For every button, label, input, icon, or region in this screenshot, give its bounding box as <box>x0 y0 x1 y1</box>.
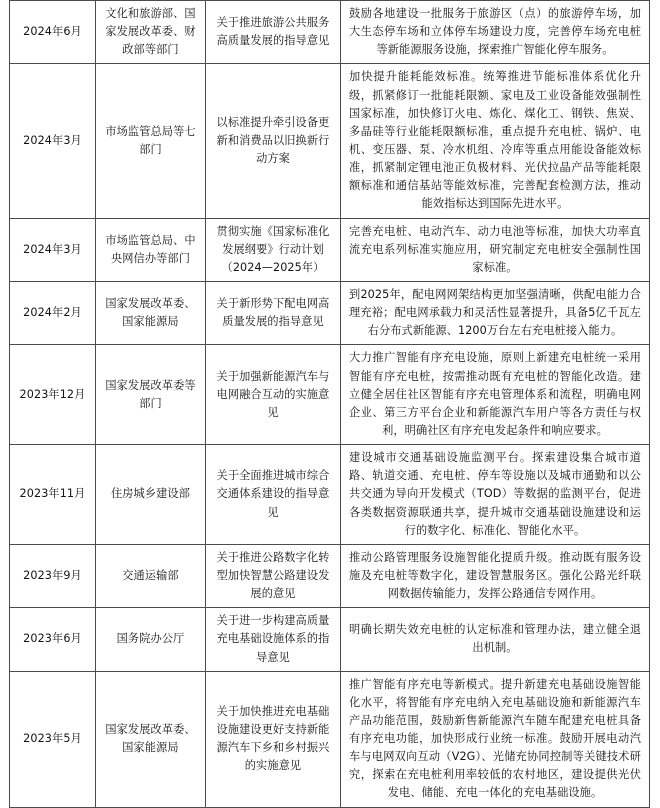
policy-title: 关于推进公路数字化转型加快智慧公路建设发展的意见 <box>206 544 341 607</box>
policy-title: 贯彻实施《国家标准化发展纲要》行动计划（2024—2025年） <box>206 218 341 281</box>
policy-department: 交通运输部 <box>96 544 206 607</box>
table-row <box>10 1 650 64</box>
policy-department: 市场监管总局、中央网信办等部门 <box>96 218 206 281</box>
policy-detail: 建设城市交通基础设施监测平台。探索建设集合城市道路、轨道交通、充电桩、停车等设施以及城市通勤和以公共交通为导向开发模式（TOD）等数据的监测平台，促进各类数据资源联通共享，提升城市交通基础设施建设和运行的数字化、标准化、智能化水平。 <box>341 445 650 545</box>
policy-date: 2023年9月 <box>10 544 96 607</box>
policy-date: 2024年6月 <box>10 1 96 64</box>
policy-detail: 推广智能有序充电等新模式。提升新建充电基础设施智能化水平，将智能有序充电纳入充电基础设施和新能源汽车产品功能范围，鼓励新售新能源汽车随车配建充电桩具备有序充电功能，加快形成行业统一标准。鼓励开展电动汽车与电网双向互动（V2G）、光储充协同控制等关键技术研究，探索在充电桩利用率较低的农村地区，建设提供光伏发电、储能、充电一体化的充电基础设施。 <box>341 671 650 807</box>
table-row <box>10 64 650 218</box>
table-row <box>10 671 650 807</box>
table-row <box>10 218 650 281</box>
policy-department: 国家发展改革委、国家能源局 <box>96 671 206 807</box>
table-row <box>10 345 650 445</box>
table-row <box>10 608 650 671</box>
policy-title: 关于全面推进城市综合交通体系建设的指导意见 <box>206 445 341 545</box>
policy-department: 住房城乡建设部 <box>96 445 206 545</box>
policy-title: 关于新形势下配电网高质量发展的指导意见 <box>206 281 341 344</box>
policy-date: 2024年2月 <box>10 281 96 344</box>
policy-detail: 完善充电桩、电动汽车、动力电池等标准，加快大功率直流充电系列标准实施应用，研究制定充电桩安全强制性国家标准。 <box>341 218 650 281</box>
policy-date: 2024年3月 <box>10 64 96 218</box>
policy-summary-table <box>9 0 650 808</box>
table-row <box>10 445 650 545</box>
policy-department: 国务院办公厅 <box>96 608 206 671</box>
table-row <box>10 281 650 344</box>
policy-date: 2023年5月 <box>10 671 96 807</box>
policy-date: 2023年11月 <box>10 445 96 545</box>
policy-department: 市场监管总局等七部门 <box>96 64 206 218</box>
policy-detail: 到2025年，配电网网架结构更加坚强清晰，供配电能力合理充裕；配电网承载力和灵活性显著提升，具备5亿千瓦左右分布式新能源、1200万台左右充电桩接入能力。 <box>341 281 650 344</box>
policy-department: 国家发展改革委等部门 <box>96 345 206 445</box>
policy-title: 以标准提升牵引设备更新和消费品以旧换新行动方案 <box>206 64 341 218</box>
table-row <box>10 544 650 607</box>
policy-detail: 明确长期失效充电桩的认定标准和管理办法，建立健全退出机制。 <box>341 608 650 671</box>
policy-detail: 大力推广智能有序充电设施，原则上新建充电桩统一采用智能有序充电桩，按需推动既有充电桩的智能化改造。建立健全居住社区智能有序充电管理体系和流程，明确电网企业、第三方平台企业和新能源汽车用户等各方责任与权利，明确社区有序充电发起条件和响应要求。 <box>341 345 650 445</box>
policy-table-body <box>10 1 650 808</box>
policy-title: 关于加强新能源汽车与电网融合互动的实施意见 <box>206 345 341 445</box>
policy-detail: 加快提升能耗能效标准。统筹推进节能标准体系优化升级，抓紧修订一批能耗限额、家电及工业设备能效强制性国家标准，加快修订火电、炼化、煤化工、钢铁、焦炭、多晶硅等行业能耗限额标准，重点提升充电桩、锅炉、电机、变压器、泵、冷水机组、冷库等重点用能设备能效标准，抓紧制定锂电池正负极材料、光伏拉晶产品等能耗限额标准和通信基站等能效标准，完善配套检测方法，推动能效指标达到国际先进水平。 <box>341 64 650 218</box>
policy-detail: 推动公路管理服务设施智能化提质升级。推动既有服务设施及充电桩等数字化，建设智慧服务区。强化公路光纤联网数据传输能力，发挥公路通信专网作用。 <box>341 544 650 607</box>
policy-date: 2023年6月 <box>10 608 96 671</box>
policy-department: 文化和旅游部、国家发展改革委、财政部等部门 <box>96 1 206 64</box>
policy-date: 2023年12月 <box>10 345 96 445</box>
policy-detail: 鼓励各地建设一批服务于旅游区（点）的旅游停车场，加大生态停车场和立体停车场建设力度，完善停车场充电桩等新能源服务设施，探索推广智能化停车服务。 <box>341 1 650 64</box>
policy-department: 国家发展改革委、国家能源局 <box>96 281 206 344</box>
policy-title: 关于进一步构建高质量充电基础设施体系的指导意见 <box>206 608 341 671</box>
policy-title: 关于加快推进充电基础设施建设更好支持新能源汽车下乡和乡村振兴的实施意见 <box>206 671 341 807</box>
policy-title: 关于推进旅游公共服务高质量发展的指导意见 <box>206 1 341 64</box>
policy-date: 2024年3月 <box>10 218 96 281</box>
